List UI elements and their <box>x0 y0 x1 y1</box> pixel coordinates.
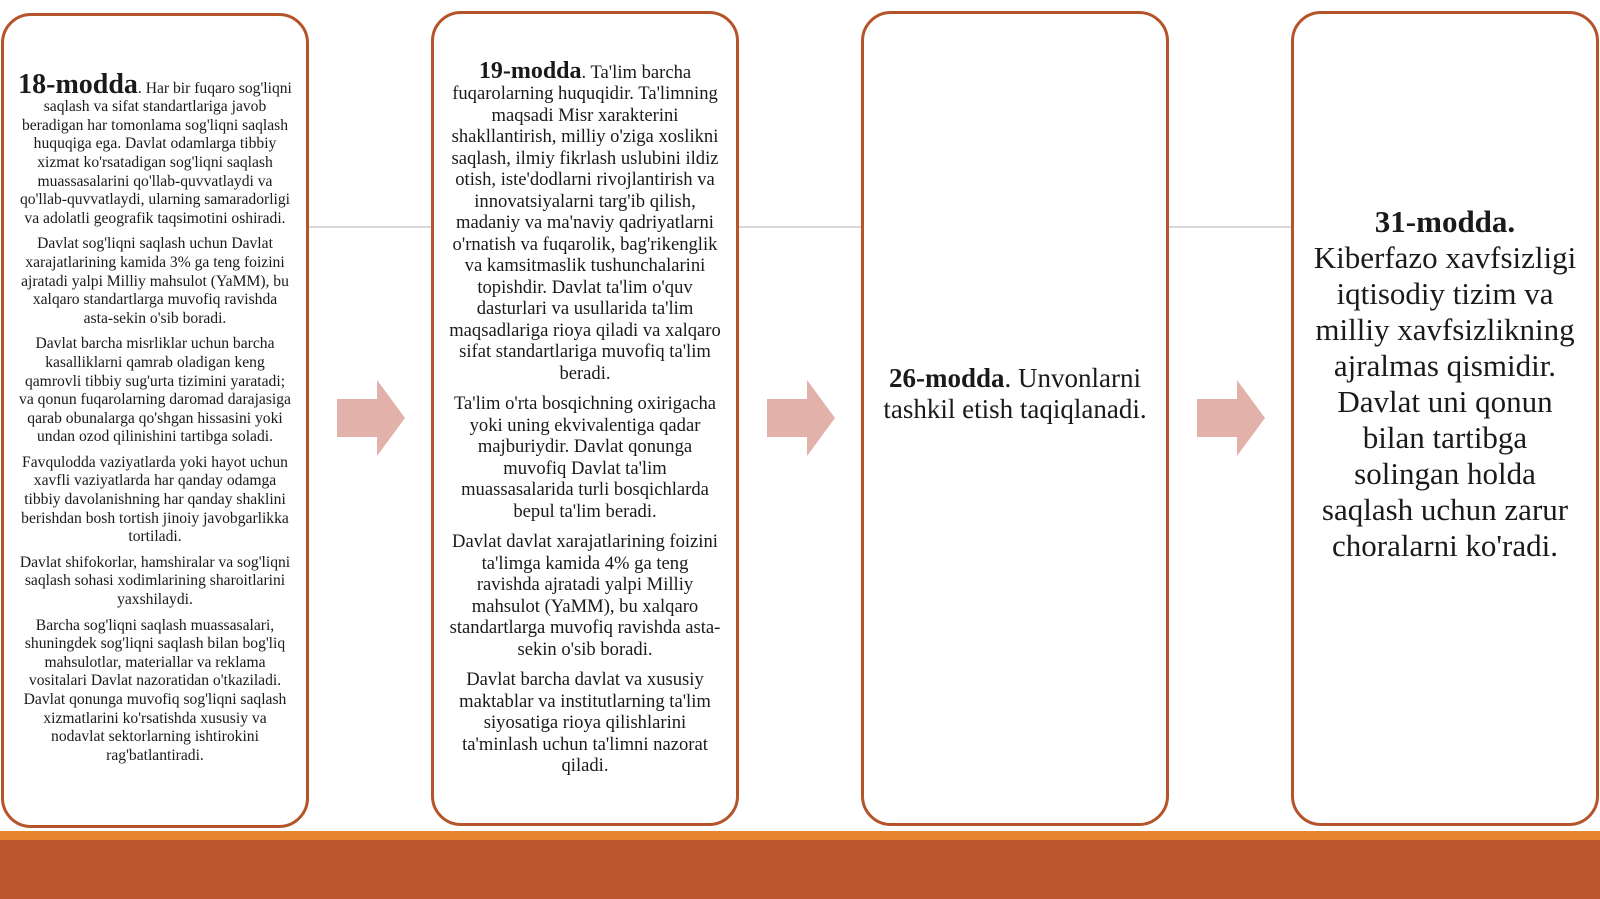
article-18-heading: 18-modda <box>18 68 138 100</box>
article-19-lead: . Ta'lim barcha fuqarolarning huquqidir. Ta'limning maqsadi Misr xarakterini shakllantirish, milliy o'ziga xoslikni saqlash, ilmiy fikrlash uslubini ildiz otish, iste'dodlarni rivojlantirish va innovatsiyalarni targ'ib qilish, madaniy va ma'naviy qadriyatlarni o'rnatish va fuqarolik, bag'rikenglik va kamsitmaslik tushunchalarini topishdir. Davlat ta'lim o'quv dasturlari va usullarida ta'lim maqsadlariga rioya qiladi va xalqaro sifat standartlariga muvofiq ta'lim beradi. <box>449 61 721 384</box>
article-18-paragraph: Davlat barcha misrliklar uchun barcha kasalliklarni qamrab oladigan keng qamrovli tibbiy sug'urta tizimini yaratadi; va qonun fuqarolarning daromad darajasiga qarab obunalarga qo'shgan hissasini yoki undan ozod qilinishini tartibga soladi. <box>19 335 291 446</box>
article-19-paragraph: Davlat davlat xarajatlarining foizini ta'limga kamida 4% ga teng ravishda ajratadi yalpi Milliy mahsulot (YaMM), bu xalqaro standartlarga muvofiq ravishda asta-sekin o'sib boradi. <box>449 531 721 660</box>
footer-band <box>0 840 1600 899</box>
article-26-heading: 26-modda <box>889 362 1005 393</box>
article-26-text <box>882 363 1148 425</box>
article-18-paragraph: Favqulodda vaziyatlarda yoki hayot uchun xavfli vaziyatlarda har qanday odamga tibbiy davolanishning har qanday shaklini berishdan bosh tortish jinoiy javobgarlikka tortiladi. <box>21 453 289 546</box>
article-18-paragraph: Davlat sog'liqni saqlash uchun Davlat xarajatlarining kamida 3% ga teng foizini ajratadi yalpi Milliy mahsulot (YaMM), bu xalqaro standartlarga muvofiq ravishda asta-sekin o'sib boradi. <box>21 235 289 327</box>
article-19-paragraph: Davlat barcha davlat va xususiy maktablar va institutlarning ta'lim siyosatiga rioya qilishlarini ta'minlash uchun ta'limni nazorat qiladi. <box>459 669 711 776</box>
connector-line-1 <box>309 226 431 228</box>
article-18-paragraph: Barcha sog'liqni saqlash muassasalari, shuningdek sog'liqni saqlash bilan bog'liq mahsulotlar, materiallar va reklama vositalari Davlat nazoratidan o'tkaziladi. Davlat qonunga muvofiq sog'liqni saqlash xizmatlarini ko'rsatishda xususiy va nodavlat sektorlarning ishtirokini rag'batlantiradi. <box>23 616 287 764</box>
article-18-intro <box>18 68 292 229</box>
article-card-26 <box>861 11 1169 826</box>
article-19-heading: 19-modda <box>478 57 582 84</box>
article-31-text <box>1310 204 1580 564</box>
arrow-right-icon <box>337 380 405 456</box>
article-card-31 <box>1291 11 1599 826</box>
article-19-intro <box>448 57 722 385</box>
arrow-right-icon <box>767 380 835 456</box>
footer-stripe <box>0 831 1600 840</box>
article-card-19 <box>431 11 739 826</box>
connector-line-3 <box>1169 226 1291 228</box>
article-card-18 <box>1 13 309 828</box>
arrow-right-icon <box>1197 380 1265 456</box>
article-18-lead: . Har bir fuqaro sog'liqni saqlash va sifat standartlariga javob beradigan har tomonlama sog'liqni saqlash huquqiga ega. Davlat odamlarga tibbiy xizmat ko'rsatadigan sog'liqni saqlash muassasalarini qo'llab-quvvatlaydi va qo'llab-quvvatlaydi, ularning samaradorligi va adolatli geografik taqsimotini oshiradi. <box>20 79 292 227</box>
article-31-lead: Kiberfazo xavfsizligi iqtisodiy tizim va milliy xavfsizlikning ajralmas qismidir. Davlat uni qonun bilan tartibga solingan holda saqlash uchun zarur choralarni ko'radi. <box>1313 239 1577 563</box>
article-19-paragraph: Ta'lim o'rta bosqichning oxirigacha yoki uning ekvivalentiga qadar majburiydir. Davlat qonunga muvofiq Davlat ta'lim muassasalarida turli bosqichlarda bepul ta'lim beradi. <box>453 393 717 522</box>
article-18-paragraph: Davlat shifokorlar, hamshiralar va sog'liqni saqlash sohasi xodimlarining sharoitlarini yaxshilaydi. <box>19 553 291 609</box>
article-31-heading: 31-modda. <box>1374 203 1516 239</box>
connector-line-2 <box>739 226 861 228</box>
article-26-lead: . Unvonlarni tashkil etish taqiqlanadi. <box>883 362 1147 424</box>
